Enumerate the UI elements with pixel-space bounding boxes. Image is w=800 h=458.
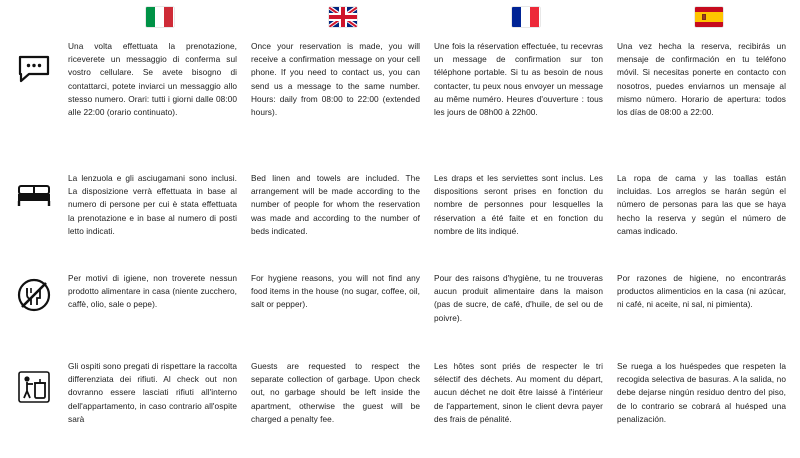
rule-text-fr xyxy=(434,166,617,266)
rule-text-it-value: Per motivi di igiene, non troverete nessun prodotto alimentare in casa (niente zucchero, caffè, olio, sale o pepe). xyxy=(68,273,237,310)
rule-text-es-value: La ropa de cama y las toallas están incluidas. Los arreglos se harán según el número de personas para las que se haya hecho la reserva y según el número de camas indicado. xyxy=(617,173,786,236)
rule-text-it-value: La lenzuola e gli asciugamani sono inclusi. La disposizione verrà effettuata in base al numero di persone per cui è stata effettuata la prenotazione e in base al numero di posti letto indicati. xyxy=(68,173,237,236)
chat-bubble-icon xyxy=(0,34,68,166)
flag-spain-icon xyxy=(695,7,723,27)
rule-text-es xyxy=(617,354,800,458)
rule-text-en xyxy=(251,166,434,266)
uk-red-horizontal xyxy=(329,15,357,19)
flag-uk-icon xyxy=(329,7,357,27)
rule-row-garbage xyxy=(0,354,800,458)
rule-row-reservation xyxy=(0,34,800,166)
rule-row-no-food xyxy=(0,266,800,354)
rule-text-es xyxy=(617,266,800,354)
rule-text-en xyxy=(251,34,434,166)
rule-text-fr xyxy=(434,34,617,166)
flag-france-icon xyxy=(512,7,540,27)
rule-text-en-value: Once your reservation is made, you will receive a confirmation message on your cell phone. If you need to contact us, you can send us a message to the same number. Hours: daily from 08:00 to 22:00 (extended hours). xyxy=(251,41,420,118)
rule-text-fr xyxy=(434,266,617,354)
flag-row-spacer xyxy=(0,0,68,34)
rule-text-es-value: Una vez hecha la reserva, recibirás un mensaje de confirmación en tu teléfono móvil. Si necesitas ponerte en contacto con nosotros, puedes enviarnos un mensaje al mismo número. Horario de apertura: todos los días de 08:00 a 22:00. xyxy=(617,41,786,118)
rule-text-it xyxy=(68,354,251,458)
bed-icon xyxy=(0,166,68,266)
flag-uk-cell xyxy=(251,0,434,34)
waste-sorting-icon xyxy=(0,354,68,458)
rules-rows xyxy=(0,34,800,458)
rule-text-es-value: Se ruega a los huéspedes que respeten la recogida selectiva de basuras. A la salida, no debe dejarse ningún residuo dentro del piso, de lo contrario se cobrará al huésped una penalización. xyxy=(617,361,786,424)
rule-text-fr xyxy=(434,354,617,458)
rule-text-it xyxy=(68,266,251,354)
rule-text-fr-value: Pour des raisons d'hygiène, tu ne trouveras aucun produit alimentaire dans la maison (pas de sucre, de café, d'huile, de sel ou de poivre). xyxy=(434,273,603,323)
rule-text-en-value: Guests are requested to respect the separate collection of garbage. Upon check out, no garbage should be left inside the apartment, otherwise the guest will be charged a penalty fee. xyxy=(251,361,420,424)
rule-text-en xyxy=(251,266,434,354)
rule-text-fr-value: Une fois la réservation effectuée, tu recevras un message de confirmation sur ton téléphone portable. Si tu as besoin de nous contacter, tu peux nous envoyer un message au même numéro. Heures d'ouverture : tous les jours de 08h00 à 22h00. xyxy=(434,41,603,118)
flag-france-cell xyxy=(434,0,617,34)
rule-text-it xyxy=(68,34,251,166)
rule-text-en xyxy=(251,354,434,458)
rule-text-fr-value: Les hôtes sont priés de respecter le tri sélectif des déchets. Au moment du départ, aucun déchet ne doit être laissé à l'intérieur de l'appartement, sinon le client devra payer des frais de pénalité. xyxy=(434,361,603,424)
no-food-icon xyxy=(0,266,68,354)
rule-text-en-value: For hygiene reasons, you will not find any food items in the house (no sugar, coffee, oil, salt or pepper). xyxy=(251,273,420,310)
rule-text-es xyxy=(617,166,800,266)
rule-text-en-value: Bed linen and towels are included. The arrangement will be made according to the number of people for whom the reservation was made and according to the number of beds indicated. xyxy=(251,173,420,236)
rule-text-fr-value: Les draps et les serviettes sont inclus. Les dispositions seront prises en fonction du nombre de personnes pour lesquelles la réservation a été faite et en fonction du nombre de lits indiqué. xyxy=(434,173,603,236)
language-flags-row xyxy=(0,0,800,34)
rule-text-it-value: Una volta effettuata la prenotazione, riceverete un messaggio di conferma sul vostro cellulare. Se avete bisogno di contattarci, potete inviarci un messaggio allo stesso numero. Orari: tutti i giorni dalle 08:00 alle 22:00 (orario continuato). xyxy=(68,41,237,118)
flag-spain-cell xyxy=(617,0,800,34)
rule-text-es-value: Por razones de higiene, no encontrarás productos alimenticios en la casa (ni azúcar, ni café, ni aceite, ni sal, ni pimienta). xyxy=(617,273,786,310)
rule-text-es xyxy=(617,34,800,166)
rule-text-it-value: Gli ospiti sono pregati di rispettare la raccolta differenziata dei rifiuti. Al check out non dovranno essere lasciati rifiuti all'interno dell'appartamento, in caso contrario all'ospite sarà xyxy=(68,361,237,424)
flag-italy-icon xyxy=(146,7,174,27)
flag-italy-cell xyxy=(68,0,251,34)
spain-crest xyxy=(702,14,706,20)
rule-text-it xyxy=(68,166,251,266)
rule-row-bed-linen xyxy=(0,166,800,266)
